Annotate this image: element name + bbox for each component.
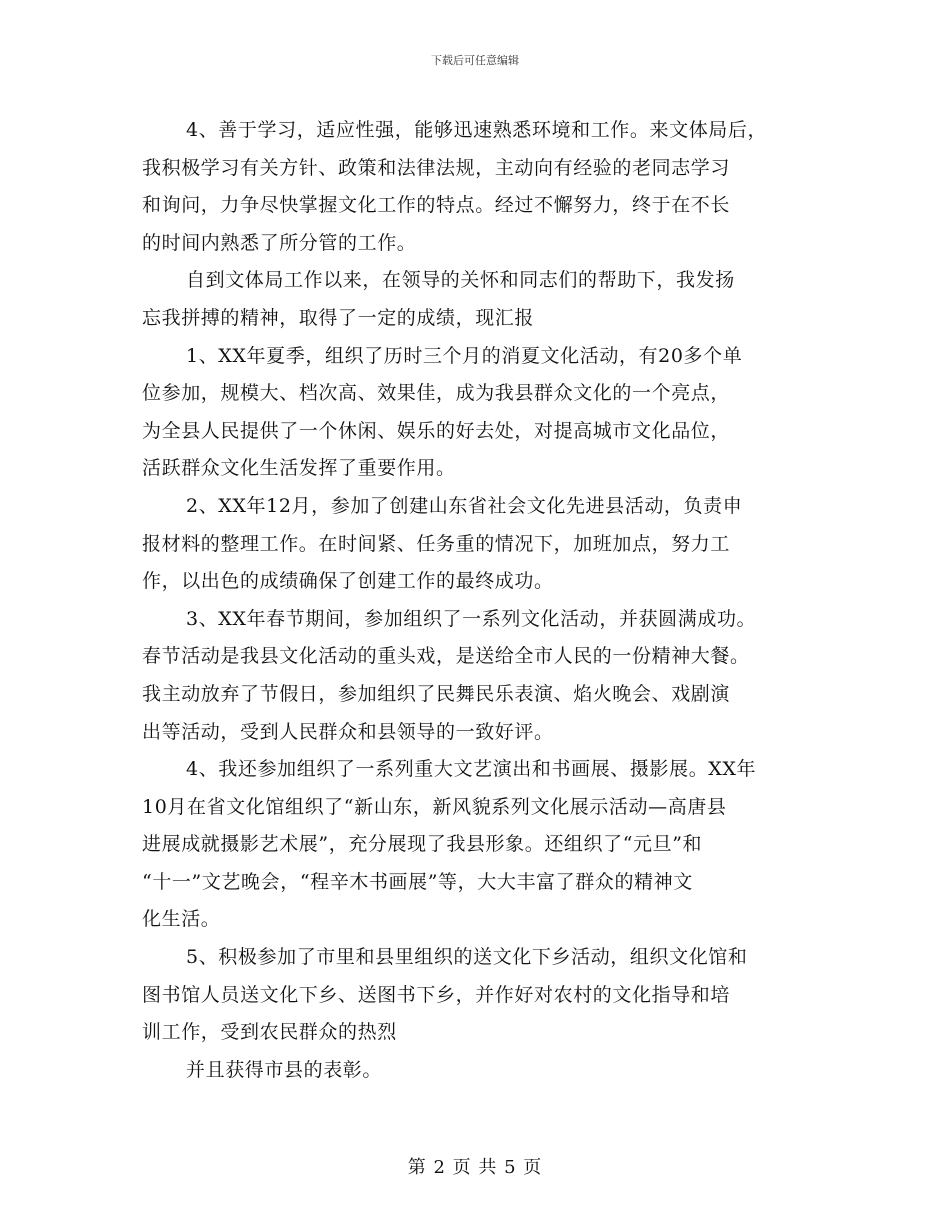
text-line: 我积极学习有关方针、政策和法律法规，主动向有经验的老同志学习 xyxy=(142,156,731,179)
page-header: 下载后可任意编辑 xyxy=(431,54,519,67)
text-line: 自到文体局工作以来，在领导的关怀和同志们的帮助下，我发扬 xyxy=(186,269,735,292)
text-line: “十一”文艺晚会，“程辛木书画展”等，大大丰富了群众的精神文 xyxy=(142,870,693,893)
text-line: 2、XX年12月，参加了创建山东省社会文化先进县活动，负责申 xyxy=(186,494,743,517)
text-line: 训工作，受到农民群众的热烈 xyxy=(142,1021,397,1044)
text-line: 1、XX年夏季，组织了历时三个月的消夏文化活动，有20多个单 xyxy=(186,344,743,367)
text-line: 并且获得市县的表彰。 xyxy=(186,1058,383,1081)
text-line: 3、XX年春节期间，参加组织了一系列文化活动，并获圆满成功。 xyxy=(186,607,757,630)
text-line: 4、善于学习，适应性强，能够迅速熟悉环境和工作。来文体局后， xyxy=(186,119,768,141)
text-line: 为全县人民提供了一个休闲、娱乐的好去处，对提高城市文化品位， xyxy=(142,419,731,442)
text-line: 化生活。 xyxy=(142,908,221,931)
text-line: 10月在省文化馆组织了“新山东，新风貌系列文化展示活动—高唐县 xyxy=(142,795,727,818)
text-line: 忘我拼搏的精神，取得了一定的成绩，现汇报 xyxy=(142,306,535,329)
text-line: 出等活动，受到人民群众和县领导的一致好评。 xyxy=(142,720,554,743)
text-line: 报材料的整理工作。在时间紧、任务重的情况下，加班加点，努力工 xyxy=(142,532,731,555)
text-line: 图书馆人员送文化下乡、送图书下乡，并作好对农村的文化指导和培 xyxy=(142,983,731,1006)
text-line: 作，以出色的成绩确保了创建工作的最终成功。 xyxy=(142,570,554,593)
text-line: 的时间内熟悉了所分管的工作。 xyxy=(142,231,417,254)
text-line: 进展成就摄影艺术展”，充分展现了我县形象。还组织了“元旦”和 xyxy=(142,833,703,856)
text-line: 春节活动是我县文化活动的重头戏，是送给全市人民的一份精神大餐。 xyxy=(142,645,750,668)
document-body xyxy=(142,112,814,1089)
text-line: 活跃群众文化生活发挥了重要作用。 xyxy=(142,457,456,480)
text-line: 位参加，规模大、档次高、效果佳，成为我县群众文化的一个亮点， xyxy=(142,382,731,405)
page-footer: 第 2 页 共 5 页 xyxy=(407,1157,543,1178)
text-line: 4、我还参加组织了一系列重大文艺演出和书画展、摄影展。XX年 xyxy=(186,758,757,781)
text-line: 和询问，力争尽快掌握文化工作的特点。经过不懈努力，终于在不长 xyxy=(142,194,731,217)
text-line: 5、积极参加了市里和县里组织的送文化下乡活动，组织文化馆和 xyxy=(186,946,748,969)
text-line: 我主动放弃了节假日，参加组织了民舞民乐表演、焰火晚会、戏剧演 xyxy=(142,682,731,705)
